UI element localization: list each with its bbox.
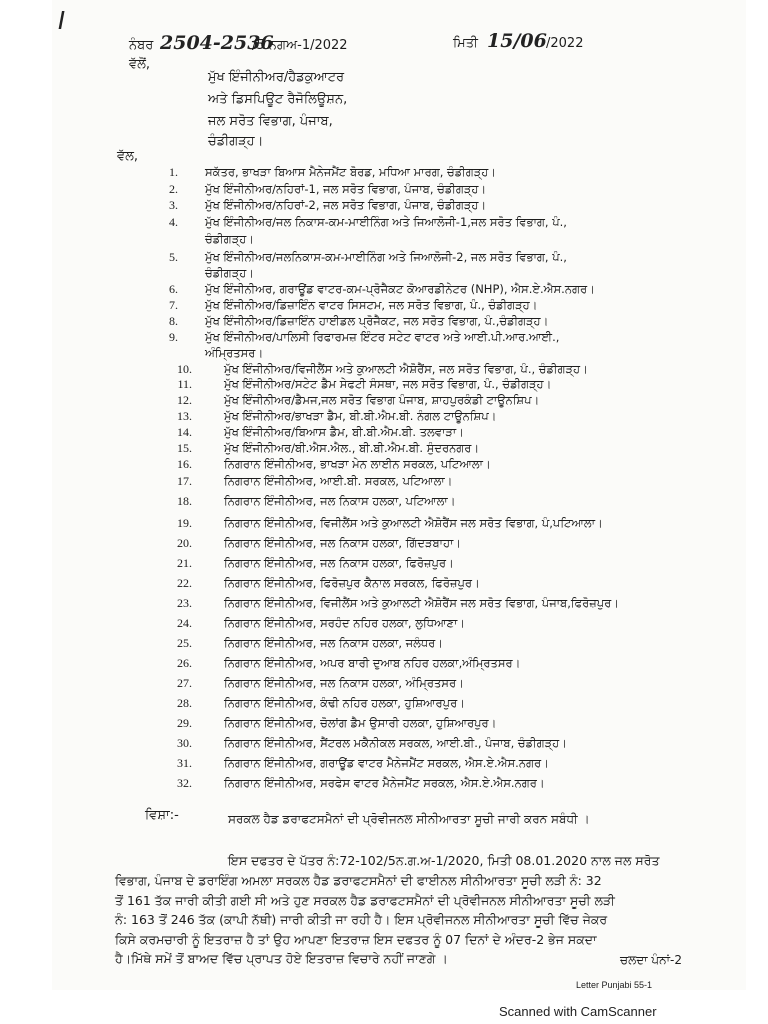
handwritten-date: 15/06 (487, 30, 547, 52)
recipient-number: 8. (169, 314, 178, 328)
recipient-number: 14. (177, 425, 192, 439)
date-label: ਮਿਤੀ (453, 36, 478, 51)
recipient-text: ਨਿਗਰਾਨ ਇੰਜੀਨੀਅਰ, ਭਾਖੜਾ ਮੇਨ ਲਾਈਨ ਸਰਕਲ, ਪਟਿਆਲਾ। (224, 457, 491, 471)
recipient-number: 11. (177, 377, 192, 391)
recipient-number: 6. (169, 282, 178, 296)
recipient-number: 9. (169, 330, 178, 344)
body-line: ਕਿਸੇ ਕਰਮਚਾਰੀ ਨੂੰ ਇਤਰਾਜ਼ ਹੈ ਤਾਂ ਉਹ ਆਪਣਾ ਇਤਰਾਜ਼ ਇਸ ਦਫਤਰ ਨੂੰ 07 ਦਿਨਾਂ ਦੇ ਅੰਦਰ-2 ਭੇਜ ਸਕਦਾ (115, 932, 597, 947)
recipient-text: ਨਿਗਰਾਨ ਇੰਜੀਨੀਅਰ, ਗਰਾਊਂਡ ਵਾਟਰ ਮੈਨੇਜਮੈਂਟ ਸਰਕਲ, ਐਸ.ਏ.ਐਸ.ਨਗਰ। (224, 756, 549, 770)
recipient-text: ਮੁੱਖ ਇੰਜੀਨੀਅਰ, ਗਰਾਊਂਡ ਵਾਟਰ-ਕਮ-ਪ੍ਰੋਜੈਕਟ ਕੋਆਰਡੀਨੇਟਰ (NHP), ਐਸ.ਏ.ਐਸ.ਨਗਰ। (205, 282, 595, 296)
recipient-text: ਨਿਗਰਾਨ ਇੰਜੀਨੀਅਰ, ਜਲ ਨਿਕਾਸ ਹਲਕਾ, ਜਲੰਧਰ। (224, 636, 444, 650)
recipient-number: 27. (177, 676, 192, 690)
recipient-text: ਮੁੱਖ ਇੰਜੀਨੀਅਰ/ਨਹਿਰਾਂ-2, ਜਲ ਸਰੋਤ ਵਿਭਾਗ, ਪੰਜਾਬ, ਚੰਡੀਗੜ੍ਹ। (205, 198, 487, 212)
number-label: ਨੰਬਰ (129, 38, 154, 53)
recipient-number: 24. (177, 616, 192, 630)
body-line: ਹੈ।ਮਿੱਥੇ ਸਮੇਂ ਤੋਂ ਬਾਅਦ ਵਿੱਚ ਪ੍ਰਾਪਤ ਹੋਏ ਇਤਰਾਜ਼ ਵਿਚਾਰੇ ਨਹੀਂ ਜਾਣਗੇ । (115, 951, 448, 966)
to-label: ਵੱਲ, (117, 149, 139, 164)
body-line: ਇਸ ਦਫਤਰ ਦੇ ਪੱਤਰ ਨੰ:72-102/5ਨ.ਗ.ਅ-1/2020, ਮਿਤੀ 08.01.2020 ਨਾਲ ਜਲ ਸਰੋਤ (228, 853, 660, 868)
recipient-number: 2. (169, 182, 178, 196)
subject-text: ਸਰਕਲ ਹੈਡ ਡਰਾਫਟਸਮੈਨਾਂ ਦੀ ਪ੍ਰੋਵੀਜਨਲ ਸੀਨੀਆਰਤਾ ਸੂਚੀ ਜਾਰੀ ਕਰਨ ਸਬੰਧੀ । (228, 812, 590, 826)
recipient-number: 28. (177, 696, 192, 710)
recipient-text: ਨਿਗਰਾਨ ਇੰਜੀਨੀਅਰ, ਜਲ ਨਿਕਾਸ ਹਲਕਾ, ਪਟਿਆਲਾ। (224, 494, 456, 508)
recipient-continuation: ਚੰਡੀਗੜ੍ਹ। (205, 232, 255, 246)
form-mark: Letter Punjabi 55-1 (576, 980, 653, 990)
margin-mark: ǀ (58, 6, 66, 35)
recipient-text: ਨਿਗਰਾਨ ਇੰਜੀਨੀਅਰ, ਵਿਜੀਲੈਂਸ ਅਤੇ ਕੁਆਲਟੀ ਐਸ਼ੋਰੈਂਸ ਜਲ ਸਰੋਤ ਵਿਭਾਗ, ਪੰ,ਪਟਿਆਲਾ। (224, 516, 603, 530)
body-line: ਵਿਭਾਗ, ਪੰਜਾਬ ਦੇ ਡਰਾਇੰਗ ਅਮਲਾ ਸਰਕਲ ਹੈਡ ਡਰਾਫਟਸਮੈਨਾਂ ਦੀ ਫਾਈਨਲ ਸੀਨੀਆਰਤਾ ਸੂਚੀ ਲੜੀ ਨੰ: 32 (115, 873, 602, 888)
recipient-number: 23. (177, 596, 192, 610)
from-label: ਵੱਲੋਂ, (129, 57, 151, 72)
recipient-number: 15. (177, 441, 192, 455)
recipient-number: 29. (177, 716, 192, 730)
recipient-number: 31. (177, 756, 192, 770)
recipient-text: ਨਿਗਰਾਨ ਇੰਜੀਨੀਅਰ, ਆਈ.ਬੀ. ਸਰਕਲ, ਪਟਿਆਲਾ। (224, 474, 453, 488)
recipient-text: ਮੁੱਖ ਇੰਜੀਨੀਅਰ/ਜਲ ਨਿਕਾਸ-ਕਮ-ਮਾਈਨਿੰਗ ਅਤੇ ਜਿਆਲੋਜੀ-1,ਜਲ ਸਰੋਤ ਵਿਭਾਗ, ਪੰ., (205, 215, 567, 229)
recipient-text: ਸਕੱਤਰ, ਭਾਖੜਾ ਬਿਆਸ ਮੈਨੇਜਮੈਂਟ ਬੋਰਡ, ਮਧਿਆ ਮਾਰਗ, ਚੰਡੀਗੜ੍ਹ। (205, 165, 497, 179)
handwritten-letter-number: 2504-2536 (160, 32, 274, 54)
recipient-number: 5. (169, 250, 178, 264)
recipient-number: 30. (177, 736, 192, 750)
recipient-number: 19. (177, 516, 192, 530)
continued-note: ਚਲਦਾ ਪੰਨਾਂ-2 (620, 953, 682, 967)
body-line: ਤੋਂ 161 ਤੱਕ ਜਾਰੀ ਕੀਤੀ ਗਈ ਸੀ ਅਤੇ ਹੁਣ ਸਰਕਲ ਹੈਡ ਡਰਾਫਟਸਮੈਨਾਂ ਦੀ ਪ੍ਰੋਵੀਜਨਲ ਸੀਨੀਆਰਤਾ ਸੂਚੀ ਲੜੀ (115, 893, 615, 908)
recipient-text: ਮੁੱਖ ਇੰਜੀਨੀਅਰ/ਭਾਖੜਾ ਡੈਮ, ਬੀ.ਬੀ.ਐਮ.ਬੀ. ਨੰਗਲ ਟਾਊਨਸ਼ਿਪ। (224, 409, 497, 423)
recipient-number: 16. (177, 457, 192, 471)
subject-label: ਵਿਸ਼ਾ:- (145, 808, 179, 823)
sender-line: ਅਤੇ ਡਿਸਪਿਊਟ ਰੈਜੋਲਿਊਸ਼ਨ, (208, 92, 348, 107)
recipient-text: ਮੁੱਖ ਇੰਜੀਨੀਅਰ/ਸਟੇਟ ਡੈਮ ਸੇਫਟੀ ਸੰਸਥਾ, ਜਲ ਸਰੋਤ ਵਿਭਾਗ, ਪੰ., ਚੰਡੀਗੜ੍ਹ। (224, 377, 552, 391)
recipient-number: 32. (177, 776, 192, 790)
recipient-text: ਮੁੱਖ ਇੰਜੀਨੀਅਰ/ਬੀ.ਐਸ.ਐਲ., ਬੀ.ਬੀ.ਐਮ.ਬੀ. ਸੁੰਦਰਨਗਰ। (224, 441, 480, 455)
recipient-text: ਨਿਗਰਾਨ ਇੰਜੀਨੀਅਰ, ਜਲ ਨਿਕਾਸ ਹਲਕਾ, ਅੰਮ੍ਰਿਤਸਰ। (224, 676, 464, 690)
recipient-number: 26. (177, 656, 192, 670)
recipient-text: ਨਿਗਰਾਨ ਇੰਜੀਨੀਅਰ, ਕੰਢੀ ਨਹਿਰ ਹਲਕਾ, ਹੁਸ਼ਿਆਰਪੁਰ। (224, 696, 465, 710)
camscanner-watermark: Scanned with CamScanner (499, 1004, 657, 1019)
sender-line: ਮੁੱਖ ਇੰਜੀਨੀਅਰ/ਹੈਡਕੁਆਟਰ (208, 70, 345, 85)
recipient-number: 13. (177, 409, 192, 423)
recipient-continuation: ਅੰਮ੍ਰਿਤਸਰ। (205, 346, 264, 360)
recipient-text: ਨਿਗਰਾਨ ਇੰਜੀਨੀਅਰ, ਸੈਂਟਰਲ ਮਕੈਨੀਕਲ ਸਰਕਲ, ਆਈ.ਬੀ., ਪੰਜਾਬ, ਚੰਡੀਗੜ੍ਹ। (224, 736, 567, 750)
recipient-number: 12. (177, 393, 192, 407)
recipient-text: ਮੁੱਖ ਇੰਜੀਨੀਅਰ/ਨਹਿਰਾਂ-1, ਜਲ ਸਰੋਤ ਵਿਭਾਗ, ਪੰਜਾਬ, ਚੰਡੀਗੜ੍ਹ। (205, 182, 487, 196)
recipient-text: ਨਿਗਰਾਨ ਇੰਜੀਨੀਅਰ, ਚੋਲਾਂਗ ਡੈਮ ਉਸਾਰੀ ਹਲਕਾ, ਹੁਸ਼ਿਆਰਪੁਰ। (224, 716, 497, 730)
recipient-text: ਮੁੱਖ ਇੰਜੀਨੀਅਰ/ਡਿਜ਼ਾਇੰਨ ਹਾਈਡਲ ਪ੍ਰੋਜੈਕਟ, ਜਲ ਸਰੋਤ ਵਿਭਾਗ, ਪੰ.,ਚੰਡੀਗੜ੍ਹ। (205, 314, 549, 328)
recipient-text: ਨਿਗਰਾਨ ਇੰਜੀਨੀਅਰ, ਜਲ ਨਿਕਾਸ ਹਲਕਾ, ਗਿੱਦੜਬਾਹਾ। (224, 536, 462, 550)
recipient-number: 7. (169, 298, 178, 312)
body-line: ਨੰ: 163 ਤੋਂ 246 ਤੱਕ (ਕਾਪੀ ਨੱਥੀ) ਜਾਰੀ ਕੀਤੀ ਜਾ ਰਹੀ ਹੈ। ਇਸ ਪ੍ਰੋਵੀਜਨਲ ਸੀਨੀਆਰਤਾ ਸੂਚੀ ਵਿੱਚ ਜੇਕਰ (115, 912, 608, 927)
recipient-number: 3. (169, 198, 178, 212)
number-suffix: /5 ਨਗਅ-1/2022 (252, 38, 348, 53)
date-year: /2022 (546, 36, 584, 51)
sender-line: ਜਲ ਸਰੋਤ ਵਿਭਾਗ, ਪੰਜਾਬ, (208, 114, 333, 129)
recipient-number: 21. (177, 556, 192, 570)
sender-line: ਚੰਡੀਗੜ੍ਹ। (208, 134, 264, 149)
recipient-text: ਮੁੱਖ ਇੰਜੀਨੀਅਰ/ਜਲਨਿਕਾਸ-ਕਮ-ਮਾਈਨਿੰਗ ਅਤੇ ਜਿਆਲੋਜੀ-2, ਜਲ ਸਰੋਤ ਵਿਭਾਗ, ਪੰ., (205, 250, 567, 264)
recipient-number: 4. (169, 215, 178, 229)
recipient-number: 25. (177, 636, 192, 650)
recipient-number: 20. (177, 536, 192, 550)
recipient-text: ਨਿਗਰਾਨ ਇੰਜੀਨੀਅਰ, ਫਿਰੋਜ਼ਪੁਰ ਕੈਨਾਲ ਸਰਕਲ, ਫਿਰੋਜ਼ਪੁਰ। (224, 576, 480, 590)
recipient-number: 22. (177, 576, 192, 590)
recipient-number: 17. (177, 474, 192, 488)
recipient-text: ਮੁੱਖ ਇੰਜੀਨੀਅਰ/ਪਾਲਿਸੀ ਰਿਫਾਰਮਜ਼ ਇੰਟਰ ਸਟੇਟ ਵਾਟਰ ਅਤੇ ਆਈ.ਪੀ.ਆਰ.ਆਈ., (205, 330, 560, 344)
recipient-text: ਮੁੱਖ ਇੰਜੀਨੀਅਰ/ਵਿਜੀਲੈਂਸ ਅਤੇ ਕੁਆਲਟੀ ਐਸ਼ੋਰੈਂਸ, ਜਲ ਸਰੋਤ ਵਿਭਾਗ, ਪੰ., ਚੰਡੀਗੜ੍ਹ। (224, 362, 588, 376)
recipient-text: ਨਿਗਰਾਨ ਇੰਜੀਨੀਅਰ, ਵਿਜੀਲੈਂਸ ਅਤੇ ਕੁਆਲਟੀ ਐਸ਼ੋਰੈਂਸ ਜਲ ਸਰੋਤ ਵਿਭਾਗ, ਪੰਜਾਬ,ਫਿਰੋਜ਼ਪੁਰ। (224, 596, 620, 610)
recipient-text: ਮੁੱਖ ਇੰਜੀਨੀਅਰ/ਡੈਮਜ,ਜਲ ਸਰੋਤ ਵਿਭਾਗ ਪੰਜਾਬ, ਸ਼ਾਹਪੁਰਕੰਡੀ ਟਾਊਨਸ਼ਿਪ। (224, 393, 540, 407)
recipient-text: ਮੁੱਖ ਇੰਜੀਨੀਅਰ/ਡਿਜ਼ਾਇੰਨ ਵਾਟਰ ਸਿਸਟਮ, ਜਲ ਸਰੋਤ ਵਿਭਾਗ, ਪੰ., ਚੰਡੀਗੜ੍ਹ। (205, 298, 538, 312)
recipient-text: ਨਿਗਰਾਨ ਇੰਜੀਨੀਅਰ, ਸਰਫੇਸ ਵਾਟਰ ਮੈਨੇਜਮੈਂਟ ਸਰਕਲ, ਐਸ.ਏ.ਐਸ.ਨਗਰ। (224, 776, 545, 790)
recipient-text: ਨਿਗਰਾਨ ਇੰਜੀਨੀਅਰ, ਸਰਹੰਦ ਨਹਿਰ ਹਲਕਾ, ਲੁਧਿਆਣਾ। (224, 616, 465, 630)
recipient-number: 1. (169, 165, 178, 179)
recipient-number: 18. (177, 494, 192, 508)
recipient-text: ਨਿਗਰਾਨ ਇੰਜੀਨੀਅਰ, ਜਲ ਨਿਕਾਸ ਹਲਕਾ, ਫਿਰੋਜ਼ਪੁਰ। (224, 556, 454, 570)
recipient-text: ਨਿਗਰਾਨ ਇੰਜੀਨੀਅਰ, ਅਪਰ ਬਾਰੀ ਦੁਆਬ ਨਹਿਰ ਹਲਕਾ,ਅੰਮ੍ਰਿਤਸਰ। (224, 656, 521, 670)
recipient-continuation: ਚੰਡੀਗੜ੍ਹ। (205, 266, 255, 280)
recipient-number: 10. (177, 362, 192, 376)
recipient-text: ਮੁੱਖ ਇੰਜੀਨੀਅਰ/ਬਿਆਸ ਡੈਮ, ਬੀ.ਬੀ.ਐਮ.ਬੀ. ਤਲਵਾੜਾ। (224, 425, 464, 439)
